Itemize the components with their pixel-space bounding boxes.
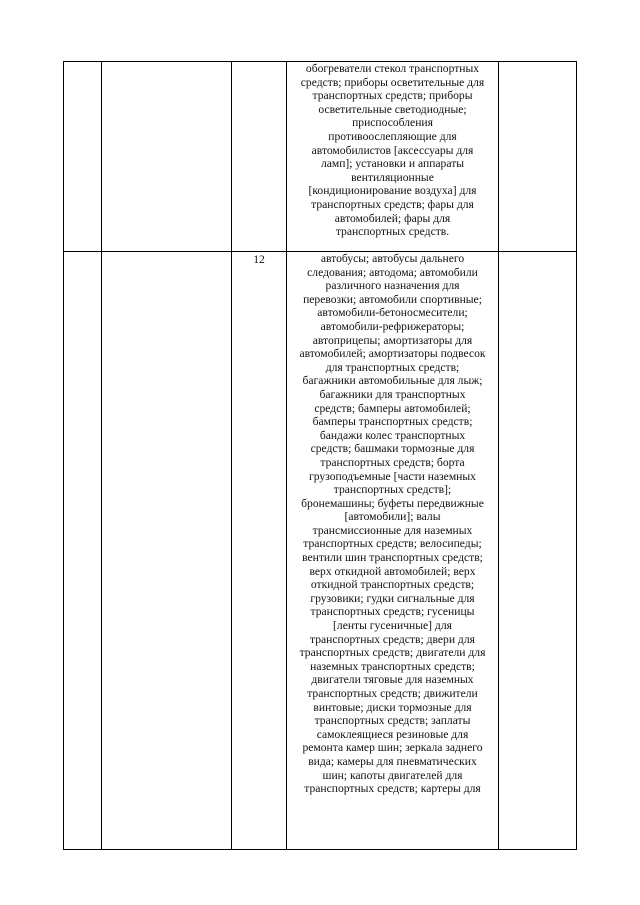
goods-line: автомобилей; амортизаторы подвесок [299, 347, 486, 361]
class-number-cell [232, 62, 287, 252]
goods-line: двигатели тяговые для наземных [311, 673, 474, 687]
goods-line: транспортных средств; велосипеды; [303, 537, 482, 551]
goods-line: транспортных средств; фары для [311, 197, 474, 211]
goods-line: откидной транспортных средств; [310, 578, 475, 592]
goods-line: транспортных средств. [335, 225, 450, 239]
goods-line: средств; башмаки тормозные для [310, 442, 475, 456]
goods-line: самоклеящиеся резиновые для [316, 727, 469, 741]
goods-line: шин; капоты двигателей для [322, 768, 463, 782]
goods-line: средств; бамперы автомобилей; [314, 401, 471, 415]
goods-line: для транспортных средств; [325, 360, 460, 374]
goods-line: транспортных средств; картеры для [304, 782, 481, 796]
goods-line: перевозки; автомобили спортивные; [303, 292, 482, 306]
notes-cell [499, 62, 577, 252]
goods-line: бандажи колес транспортных [319, 428, 466, 442]
goods-line: трансмиссионные для наземных [312, 523, 473, 537]
row-number-cell [64, 252, 102, 850]
mark-cell [102, 62, 232, 252]
mark-cell [102, 252, 232, 850]
goods-line: автомобилистов [аксессуары для [311, 143, 474, 157]
goods-line: транспортных средств; двигатели для [299, 646, 486, 660]
goods-line: автомобилей; фары для [334, 211, 451, 225]
goods-line: автомобили-бетоносмесители; [317, 306, 468, 320]
goods-line: транспортных средств; движители [307, 687, 478, 700]
goods-line: следования; автодома; автомобили [307, 265, 478, 279]
goods-line: транспортных средств]; [333, 483, 452, 497]
table-row [64, 62, 577, 252]
table-row [64, 252, 577, 850]
goods-services-table [63, 61, 577, 850]
goods-line: грузоподъемные [части наземных [309, 469, 476, 483]
goods-line: наземных транспортных средств; [310, 659, 475, 673]
goods-line: различного назначения для [325, 279, 460, 293]
goods-line: вентили шин транспортных средств; [302, 551, 483, 565]
goods-line: грузовики; гудки сигнальные для [310, 591, 475, 605]
goods-line: транспортных средств; приборы [312, 89, 473, 103]
row-number-cell [64, 62, 102, 252]
goods-line: бронемашины; буфеты передвижные [301, 496, 484, 510]
goods-line: транспортных средств; борта [320, 455, 465, 469]
goods-line: автомобили-рефрижераторы; [320, 319, 465, 333]
goods-line: автоприцепы; амортизаторы для [312, 333, 473, 347]
goods-line: приспособления [352, 116, 433, 130]
goods-line: транспортных средств; гусеницы [310, 605, 475, 619]
goods-line: багажники автомобильные для лыж; [302, 374, 483, 388]
goods-line: [кондиционирование воздуха] для [308, 184, 477, 198]
goods-line: винтовые; диски тормозные для [313, 700, 472, 714]
goods-line: бамперы транспортных средств; [312, 415, 473, 429]
goods-line: ремонта камер шин; зеркала заднего [302, 741, 483, 755]
goods-line: осветительные светодиодные; [318, 102, 467, 116]
goods-list-cell [287, 252, 499, 850]
goods-line: вентиляционные [351, 170, 434, 184]
goods-line: обогреватели стекол транспортных [305, 62, 480, 75]
goods-line: транспортных средств; заплаты [314, 714, 471, 728]
goods-list-cell [287, 62, 499, 252]
goods-line: [автомобили]; валы [344, 510, 441, 524]
goods-line: [ленты гусеничные] для [333, 619, 452, 633]
goods-line: транспортных средств; двери для [310, 632, 475, 646]
goods-line: верх откидной автомобилей; верх [309, 564, 476, 578]
notes-cell [499, 252, 577, 850]
goods-line: противоослепляющие для [328, 129, 457, 143]
class-number-cell: 12 [232, 252, 287, 850]
goods-line: средств; приборы осветительные для [300, 75, 485, 89]
goods-line: ламп]; установки и аппараты [320, 157, 465, 171]
goods-line: автобусы; автобусы дальнего [320, 252, 465, 265]
goods-line: вида; камеры для пневматических [308, 754, 477, 768]
goods-line: багажники для транспортных [319, 387, 466, 401]
